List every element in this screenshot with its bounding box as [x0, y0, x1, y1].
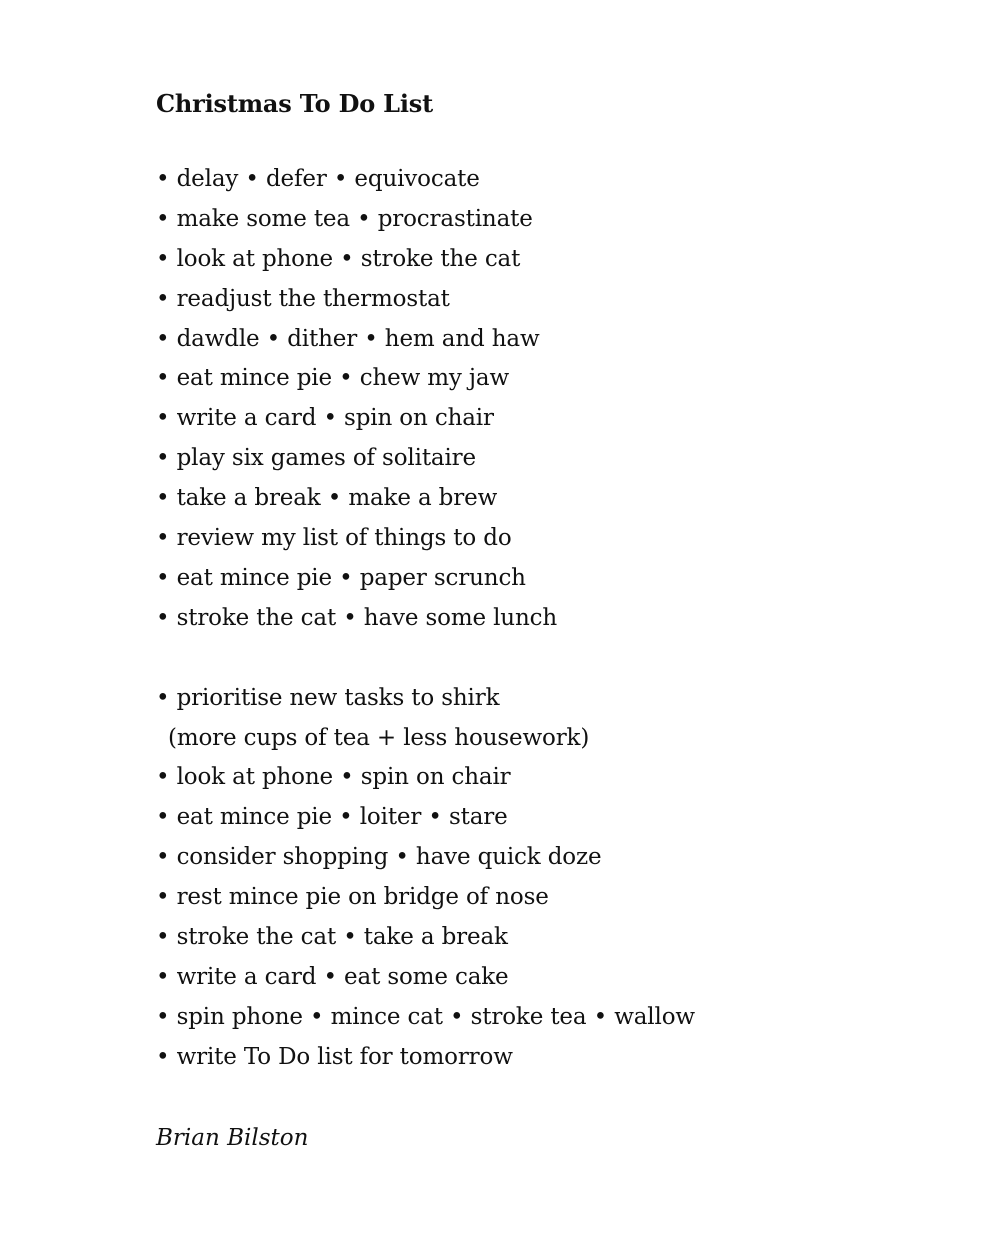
poem-title: Christmas To Do List [156, 89, 433, 118]
poem-line: • make some tea • procrastinate [156, 205, 533, 232]
poem-line: • review my list of things to do [156, 525, 512, 552]
poem-line-continuation: (more cups of tea + less housework) [168, 724, 590, 751]
poem-line: • take a break • make a brew [156, 485, 498, 512]
poem-page [156, 80, 976, 1158]
poem-line: • readjust the thermostat [156, 285, 450, 312]
poem-line: • spin phone • mince cat • stroke tea • wallow [156, 1003, 695, 1030]
stanza-2 [156, 679, 976, 1078]
poem-line: • eat mince pie • chew my jaw [156, 365, 510, 392]
poem-line: • rest mince pie on bridge of nose [156, 884, 549, 911]
poem-line: • consider shopping • have quick doze [156, 844, 602, 871]
stanza-1 [156, 160, 976, 639]
poem-line: • write a card • spin on chair [156, 405, 494, 432]
poem-line: • delay • defer • equivocate [156, 166, 480, 192]
poem-line: • stroke the cat • take a break [156, 924, 508, 951]
poem-line: • play six games of solitaire [156, 445, 476, 472]
poem-line: • look at phone • stroke the cat [156, 245, 521, 272]
poem-line: • eat mince pie • loiter • stare [156, 804, 508, 831]
poem-line: • eat mince pie • paper scrunch [156, 564, 526, 591]
poem-line: • write a card • eat some cake [156, 963, 509, 990]
poem-line: • dawdle • dither • hem and haw [156, 325, 540, 352]
author-signature: Brian Bilston [156, 1124, 309, 1151]
poem-line: • write To Do list for tomorrow [156, 1043, 513, 1070]
poem-line: • stroke the cat • have some lunch [156, 604, 558, 631]
poem-line: • look at phone • spin on chair [156, 764, 511, 791]
poem-line: • prioritise new tasks to shirk [156, 684, 500, 711]
